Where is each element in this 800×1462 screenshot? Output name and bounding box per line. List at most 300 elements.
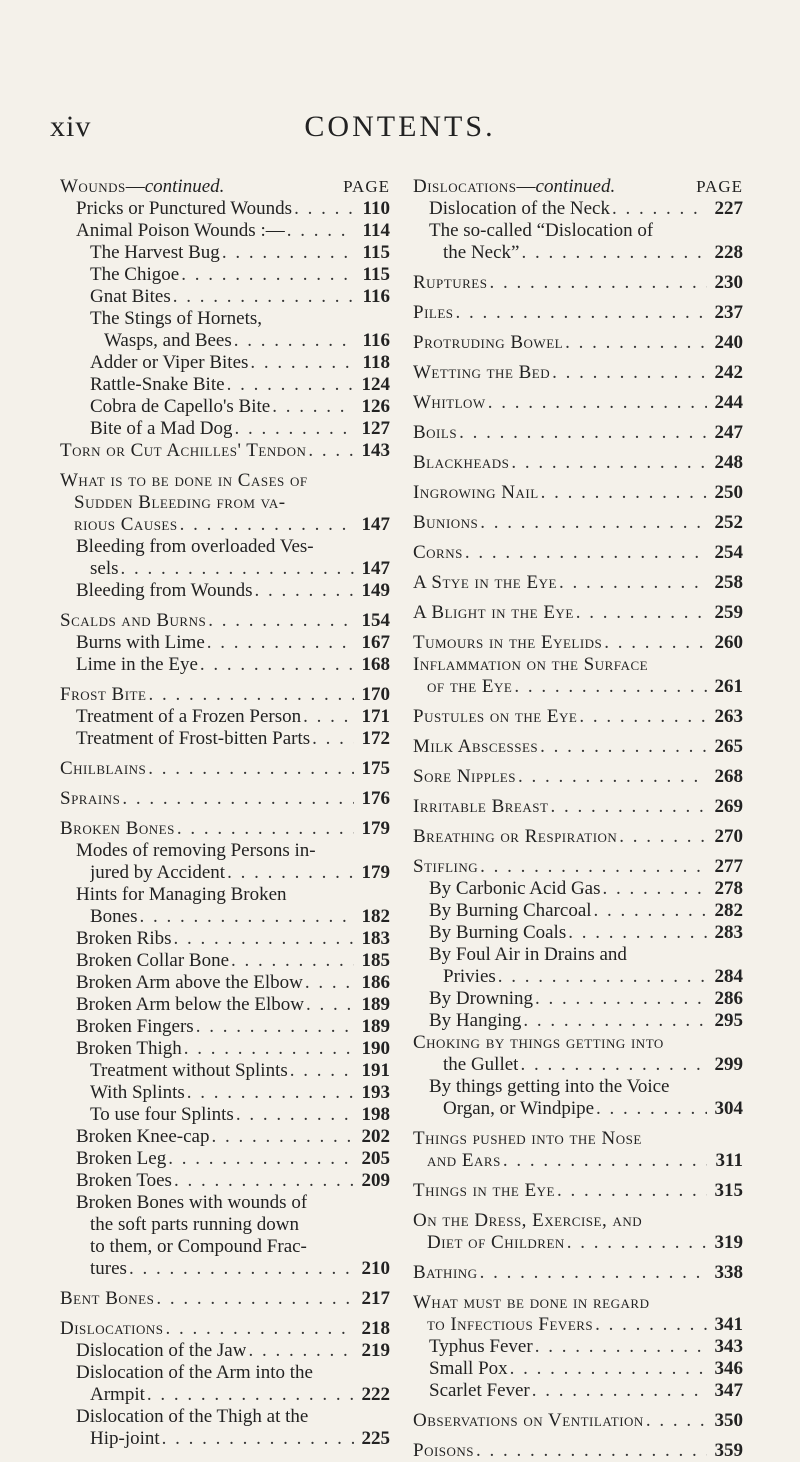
toc-entry-title: Ruptures [413, 272, 488, 293]
toc-page-number: 228 [714, 242, 743, 263]
toc-entry-title: Broken Leg [76, 1148, 167, 1169]
leader-dots [574, 602, 707, 624]
toc-entry-title: Bones [90, 906, 138, 927]
toc-page-number: 248 [714, 452, 743, 473]
toc-entry [60, 840, 390, 862]
leader-dots [306, 440, 354, 462]
toc-page-number: 189 [361, 1016, 390, 1037]
toc-entry [413, 422, 743, 444]
toc-entry [413, 988, 743, 1010]
toc-page-number: 190 [361, 1038, 390, 1059]
toc-entry [413, 1262, 743, 1284]
toc-entry [413, 1010, 743, 1032]
toc-entry-title: Typhus Fever [429, 1336, 533, 1357]
page-column-label: PAGE [696, 177, 743, 196]
leader-dots [617, 826, 707, 848]
leader-dots [478, 856, 707, 878]
toc-entry-title: Dislocation of the Neck [429, 198, 610, 219]
page-header [0, 110, 800, 150]
toc-entry [413, 512, 743, 534]
toc-page-number: 198 [361, 1104, 390, 1125]
toc-entry [60, 1318, 390, 1340]
toc-page-number: 179 [361, 818, 390, 839]
toc-entry-title: What must be done in regard [413, 1292, 650, 1313]
toc-page-number: 259 [714, 602, 743, 623]
toc-page-number: 282 [714, 900, 743, 921]
toc-entry-title: Corns [413, 542, 463, 563]
toc-entry-title: Protruding Bowel [413, 332, 564, 353]
toc-entry-title: By Drowning [429, 988, 533, 1009]
toc-entry [60, 558, 390, 580]
leader-dots [146, 758, 354, 780]
toc-entry-title: to Infectious Fevers [427, 1314, 594, 1335]
leader-dots [594, 1098, 707, 1120]
leader-dots [160, 1428, 354, 1450]
toc-page-number: 217 [361, 1288, 390, 1309]
toc-entry-title: Chilblains [60, 758, 147, 779]
toc-entry [60, 220, 390, 242]
toc-entry-title: The Chigoe [90, 264, 180, 285]
heading-main: Dislocations [413, 176, 517, 197]
toc-page-number: 110 [362, 198, 390, 219]
toc-entry [60, 1038, 390, 1060]
toc-page-number: 222 [361, 1384, 390, 1405]
toc-page-number: 179 [361, 862, 390, 883]
leader-dots [577, 706, 707, 728]
toc-entry [60, 1016, 390, 1038]
toc-entry [413, 878, 743, 900]
leader-dots [533, 1336, 707, 1358]
toc-entry [413, 242, 743, 264]
toc-entry [413, 1336, 743, 1358]
toc-entry [413, 542, 743, 564]
toc-entry-title: By Burning Charcoal [429, 900, 592, 921]
leader-dots [225, 862, 354, 884]
toc-entry-title: Wetting the Bed [413, 362, 551, 383]
toc-page-number: 268 [714, 766, 743, 787]
toc-page-number: 118 [362, 352, 390, 373]
toc-page-number: 350 [714, 1410, 743, 1431]
toc-entry [413, 900, 743, 922]
toc-entry-title: Scarlet Fever [429, 1380, 530, 1401]
toc-entry [60, 396, 390, 418]
leader-dots [172, 1170, 354, 1192]
leader-dots [478, 512, 707, 534]
toc-page-number: 149 [361, 580, 390, 601]
toc-entry [60, 950, 390, 972]
toc-entry [413, 826, 743, 848]
toc-page-number: 278 [714, 878, 743, 899]
toc-entry-title: Sudden Bleeding from va- [74, 492, 286, 513]
toc-entry-title: Organ, or Windpipe [443, 1098, 595, 1119]
toc-page-number: 242 [714, 362, 743, 383]
heading-dash: — [516, 176, 536, 197]
toc-page-number: 254 [714, 542, 743, 563]
toc-entry [413, 452, 743, 474]
toc-page-number: 237 [714, 302, 743, 323]
toc-entry-title: Adder or Viper Bites [90, 352, 249, 373]
toc-entry [413, 572, 743, 594]
leader-dots [565, 1232, 707, 1254]
heading-continued: continued. [535, 176, 616, 197]
toc-entry [413, 1292, 743, 1314]
toc-entry-title: the Gullet [443, 1054, 519, 1075]
toc-entry [413, 796, 743, 818]
toc-entry [60, 684, 390, 706]
toc-entry [413, 654, 743, 676]
leader-dots [512, 676, 707, 698]
toc-page-number: 170 [361, 684, 390, 705]
toc-entry-title: of the Eye [427, 676, 513, 697]
leader-dots [127, 1258, 354, 1280]
toc-entry-title: Bleeding from Wounds [76, 580, 253, 601]
toc-entry-title: Broken Toes [76, 1170, 172, 1191]
toc-page-number: 261 [714, 676, 743, 697]
leader-dots [232, 330, 354, 352]
toc-entry [413, 1032, 743, 1054]
toc-entry [413, 922, 743, 944]
toc-page-number: 172 [361, 728, 390, 749]
toc-entry-title: The so-called “Dislocation of [429, 220, 654, 241]
leader-dots [292, 198, 354, 220]
toc-entry-title: Hip-joint [90, 1428, 160, 1449]
page-column-label: PAGE [343, 177, 390, 196]
leader-dots [478, 1262, 707, 1284]
toc-entry [413, 1410, 743, 1432]
toc-entry-title: Broken Thigh [76, 1038, 182, 1059]
leader-dots [555, 1180, 707, 1202]
toc-entry [413, 766, 743, 788]
toc-page-number: 171 [361, 706, 390, 727]
toc-page-number: 244 [714, 392, 743, 413]
toc-page-number: 338 [714, 1262, 743, 1283]
toc-page-number: 284 [714, 966, 743, 987]
running-title: CONTENTS. [304, 110, 496, 143]
toc-page-number: 359 [714, 1440, 743, 1461]
toc-entry [413, 362, 743, 384]
leader-dots [518, 1054, 707, 1076]
leader-dots [270, 396, 354, 418]
toc-entry [60, 1340, 390, 1362]
toc-entry-title: With Splints [90, 1082, 185, 1103]
toc-entry [60, 1258, 390, 1280]
toc-entry-title: Broken Fingers [76, 1016, 194, 1037]
leader-dots [198, 654, 354, 676]
leader-dots [205, 632, 354, 654]
toc-entry-title: Bleeding from overloaded Ves- [76, 536, 314, 557]
toc-entry [413, 482, 743, 504]
toc-page-number: 270 [714, 826, 743, 847]
toc-page-number: 277 [714, 856, 743, 877]
toc-entry [413, 676, 743, 698]
leader-dots [172, 928, 354, 950]
toc-entry-title: Lime in the Eye [76, 654, 198, 675]
toc-page-number: 252 [714, 512, 743, 533]
leader-dots [145, 1384, 354, 1406]
toc-entry-title: Milk Abscesses [413, 736, 539, 757]
toc-page-number: 202 [361, 1126, 390, 1147]
leader-dots [253, 580, 355, 602]
toc-entry-title: Dislocation of the Arm into the [76, 1362, 313, 1383]
toc-entry [413, 1150, 743, 1172]
toc-entry-title: Burns with Lime [76, 632, 205, 653]
toc-entry-title: Irritable Breast [413, 796, 549, 817]
toc-page-number: 269 [714, 796, 743, 817]
toc-entry-title: Blackheads [413, 452, 510, 473]
toc-entry [60, 440, 390, 462]
toc-entry [413, 736, 743, 758]
toc-entry [413, 332, 743, 354]
toc-page-number: 191 [361, 1060, 390, 1081]
leader-dots [566, 922, 707, 944]
toc-entry [60, 264, 390, 286]
toc-page-number: 295 [714, 1010, 743, 1031]
leader-dots [225, 374, 354, 396]
toc-entry [413, 1440, 743, 1462]
toc-entry-title: Dislocation of the Jaw [76, 1340, 247, 1361]
toc-page-number: 114 [362, 220, 390, 241]
contents-column-left [60, 176, 390, 1450]
leader-dots [304, 994, 354, 1016]
toc-page-number: 147 [361, 514, 390, 535]
toc-entry-title: rious Causes [74, 514, 178, 535]
leader-dots [154, 1288, 354, 1310]
leader-dots [509, 452, 707, 474]
toc-page-number: 182 [361, 906, 390, 927]
toc-entry-title: A Stye in the Eye [413, 572, 557, 593]
toc-entry-title: Treatment without Splints [90, 1060, 288, 1081]
toc-page-number: 189 [361, 994, 390, 1015]
toc-entry [60, 330, 390, 352]
contents-column-right [413, 176, 743, 1462]
toc-page-number: 225 [361, 1428, 390, 1449]
toc-entry-title: The Harvest Bug [90, 242, 220, 263]
toc-entry [413, 944, 743, 966]
toc-page-number: 115 [362, 242, 390, 263]
toc-entry [60, 1362, 390, 1384]
toc-entry [413, 706, 743, 728]
toc-entry [60, 1214, 390, 1236]
toc-page-number: 209 [361, 1170, 390, 1191]
toc-entry-title: Treatment of a Frozen Person [76, 706, 302, 727]
leader-dots [538, 736, 707, 758]
leader-dots [496, 966, 707, 988]
toc-page-number: 176 [361, 788, 390, 809]
toc-entry [413, 1232, 743, 1254]
toc-page-number: 265 [714, 736, 743, 757]
leader-dots [501, 1150, 707, 1172]
toc-entry-title: Sore Nipples [413, 766, 516, 787]
toc-page-number: 185 [361, 950, 390, 971]
leader-dots [601, 878, 707, 900]
toc-entry-title: Broken Collar Bone [76, 950, 230, 971]
toc-entry [60, 610, 390, 632]
leader-dots [138, 906, 355, 928]
toc-entry [60, 788, 390, 810]
toc-entry [413, 220, 743, 242]
toc-entry-title: Tumours in the Eyelids [413, 632, 603, 653]
toc-page-number: 116 [362, 330, 390, 351]
leader-dots [533, 988, 707, 1010]
toc-entry-title: Sprains [60, 788, 121, 809]
leader-dots [474, 1440, 707, 1462]
leader-dots [194, 1016, 354, 1038]
leader-dots [288, 1060, 354, 1082]
toc-entry [60, 1236, 390, 1258]
leader-dots [248, 352, 354, 374]
toc-entry [60, 906, 390, 928]
toc-entry-title: to them, or Compound Frac- [90, 1236, 307, 1257]
leader-dots [185, 1082, 354, 1104]
toc-entry-title: Bunions [413, 512, 479, 533]
toc-entry-title: Wasps, and Bees [104, 330, 232, 351]
leader-dots [310, 728, 354, 750]
toc-page-number: 167 [361, 632, 390, 653]
toc-page-number: 186 [361, 972, 390, 993]
toc-entry-title: Inflammation on the Surface [413, 654, 649, 675]
toc-entry-title: By Burning Coals [429, 922, 567, 943]
toc-entry-title: jured by Accident [90, 862, 226, 883]
leader-dots [175, 818, 354, 840]
toc-entry [60, 1406, 390, 1428]
toc-entry-title: By things getting into the Voice [429, 1076, 670, 1097]
leader-dots [592, 900, 707, 922]
toc-page-number: 240 [714, 332, 743, 353]
toc-entry [60, 1384, 390, 1406]
toc-entry-title: Rattle-Snake Bite [90, 374, 225, 395]
toc-entry [60, 928, 390, 950]
toc-page-number: 346 [714, 1358, 743, 1379]
toc-entry [413, 1358, 743, 1380]
toc-entry-title: Scalds and Burns [60, 610, 207, 631]
toc-entry [60, 352, 390, 374]
leader-dots [171, 286, 354, 308]
toc-entry [60, 580, 390, 602]
leader-dots [516, 766, 707, 788]
leader-dots [557, 572, 707, 594]
toc-page-number: 115 [362, 264, 390, 285]
toc-entry-title: Torn or Cut Achilles' Tendon [60, 440, 307, 461]
leader-dots [610, 198, 707, 220]
toc-page-number: 227 [714, 198, 743, 219]
column-heading [60, 176, 390, 198]
leader-dots [530, 1380, 707, 1402]
toc-page-number: 319 [714, 1232, 743, 1253]
toc-entry-title: Treatment of Frost-bitten Parts [76, 728, 311, 749]
toc-entry [60, 418, 390, 440]
leader-dots [593, 1314, 707, 1336]
toc-entry [60, 470, 390, 492]
toc-entry-title: Dislocation of the Thigh at the [76, 1406, 309, 1427]
toc-entry [413, 392, 743, 414]
toc-entry-title: Broken Arm below the Elbow [76, 994, 304, 1015]
toc-entry [413, 1314, 743, 1336]
leader-dots [182, 1038, 354, 1060]
leader-dots [120, 788, 354, 810]
toc-entry-title: Ingrowing Nail [413, 482, 539, 503]
toc-page-number: 315 [714, 1180, 743, 1201]
toc-entry-title: Animal Poison Wounds :— [76, 220, 285, 241]
toc-page-number: 154 [361, 610, 390, 631]
toc-entry [60, 758, 390, 780]
toc-entry-title: Armpit [90, 1384, 145, 1405]
toc-entry [60, 862, 390, 884]
heading-main: Wounds [60, 176, 126, 197]
toc-entry-title: What is to be done in Cases of [60, 470, 308, 491]
leader-dots [164, 1318, 354, 1340]
toc-page-number: 218 [361, 1318, 390, 1339]
toc-entry-title: A Blight in the Eye [413, 602, 574, 623]
toc-entry-title: Whitlow [413, 392, 486, 413]
toc-entry-title: Pustules on the Eye [413, 706, 578, 727]
toc-entry [413, 272, 743, 294]
toc-page-number: 311 [715, 1150, 743, 1171]
toc-entry [60, 994, 390, 1016]
toc-entry-title: and Ears [427, 1150, 501, 1171]
toc-page-number: 168 [361, 654, 390, 675]
toc-entry [413, 1098, 743, 1120]
leader-dots [550, 362, 707, 384]
leader-dots [521, 1010, 707, 1032]
toc-page-number: 260 [714, 632, 743, 653]
toc-entry [60, 818, 390, 840]
leader-dots [229, 950, 354, 972]
toc-page-number: 343 [714, 1336, 743, 1357]
toc-page-number: 258 [714, 572, 743, 593]
leader-dots [119, 558, 355, 580]
leader-dots [206, 610, 354, 632]
toc-entry-title: Broken Knee-cap [76, 1126, 210, 1147]
toc-entry-title: Hints for Managing Broken [76, 884, 287, 905]
toc-entry-title: Choking by things getting into [413, 1032, 664, 1053]
toc-entry-title: sels [90, 558, 119, 579]
leader-dots [209, 1126, 354, 1148]
toc-page-number: 124 [361, 374, 390, 395]
leader-dots [563, 332, 707, 354]
toc-page-number: 127 [361, 418, 390, 439]
toc-entry [60, 1148, 390, 1170]
leader-dots [486, 392, 707, 414]
toc-entry [60, 972, 390, 994]
toc-page-number: 250 [714, 482, 743, 503]
toc-entry [413, 198, 743, 220]
toc-entry [413, 602, 743, 624]
toc-entry-title: Bite of a Mad Dog [90, 418, 233, 439]
toc-entry [60, 1060, 390, 1082]
toc-page-number: 126 [361, 396, 390, 417]
toc-entry [60, 536, 390, 558]
toc-page-number: 219 [361, 1340, 390, 1361]
toc-entry [60, 242, 390, 264]
leader-dots [301, 706, 354, 728]
toc-entry [60, 1082, 390, 1104]
page-number: xiv [50, 110, 92, 143]
toc-entry-title: To use four Splints [90, 1104, 234, 1125]
leader-dots [220, 242, 354, 264]
toc-entry-title: Things in the Eye [413, 1180, 556, 1201]
leader-dots [246, 1340, 354, 1362]
leader-dots [179, 264, 354, 286]
toc-entry-title: Pricks or Punctured Wounds [76, 198, 293, 219]
toc-page-number: 230 [714, 272, 743, 293]
toc-page-number: 143 [361, 440, 390, 461]
toc-entry-title: Stifling [413, 856, 479, 877]
toc-page-number: 341 [714, 1314, 743, 1335]
toc-entry-title: Broken Bones with wounds of [76, 1192, 308, 1213]
toc-entry-title: Frost Bite [60, 684, 147, 705]
toc-page-number: 347 [714, 1380, 743, 1401]
toc-entry [60, 1126, 390, 1148]
